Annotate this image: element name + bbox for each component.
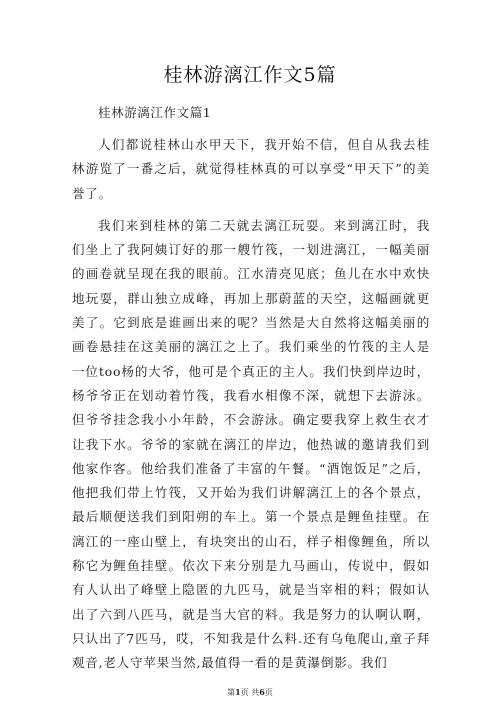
- footer-prefix: 第: [227, 688, 236, 697]
- page-footer: [0, 687, 500, 698]
- footer-middle: 页 共: [240, 688, 260, 697]
- footer-suffix: 页: [264, 688, 273, 697]
- essay-body: [72, 133, 430, 684]
- essay-heading: 桂林游漓江作文篇1: [98, 105, 212, 120]
- paragraph-2: 我们来到桂林的第二天就去漓江玩耍。来到漓江时，我们坐上了我阿姨订好的那一艘竹筏，一划进漓江，一幅美丽的画卷就呈现在我的眼前。江水清亮见底；鱼儿在水中欢快地玩耍，群山独立成峰，再加上那蔚蓝的天空，这幅画就更美了。它到底是谁画出来的呢？当然是大自然将这幅美丽的画卷悬挂在这美丽的漓江之上了。我们乘坐的竹筏的主人是一位too杨的大爷，他可是个真正的主人。我们快到岸边时，杨爷爷正在划动着竹筏，我看水相像不深，就想下去游泳。但爷爷挂念我小小年龄，不会游泳。确定要我穿上救生衣才让我下水。爷爷的家就在漓江的岸边，他热诚的邀请我们到他家作客。他给我们准备了丰富的午餐。“酒饱饭足”之后，他把我们带上竹筏，又开始为我们讲解漓江上的各个景点，最后顺便送我们到阳朔的车上。第一个景点是鲤鱼挂壁。在漓江的一座山壁上，有块突出的山石，样子相像鲤鱼，所以称它为鲤鱼挂壁。依次下来分别是九马画山，传说中，假如有人认出了峰壁上隐匿的九匹马，就是当宰相的料；假如认出了六到八匹马，就是当大官的料。我是努力的认啊认啊，只认出了7匹马，哎，不知我是什么料.还有乌龟爬山,童子拜观音,老人守苹果当然,最值得一看的是黄瀑倒影。我们: [72, 217, 430, 671]
- total-pages-number: 6: [259, 687, 265, 697]
- current-page-number: 1: [235, 687, 241, 697]
- paragraph-1: 人们都说桂林山水甲天下，我开始不信，但自从我去桂林游览了一番之后，就觉得桂林真的可以享受“甲天下”的美誉了。: [72, 137, 430, 201]
- document-title: 桂林游漓江作文5篇: [163, 64, 337, 86]
